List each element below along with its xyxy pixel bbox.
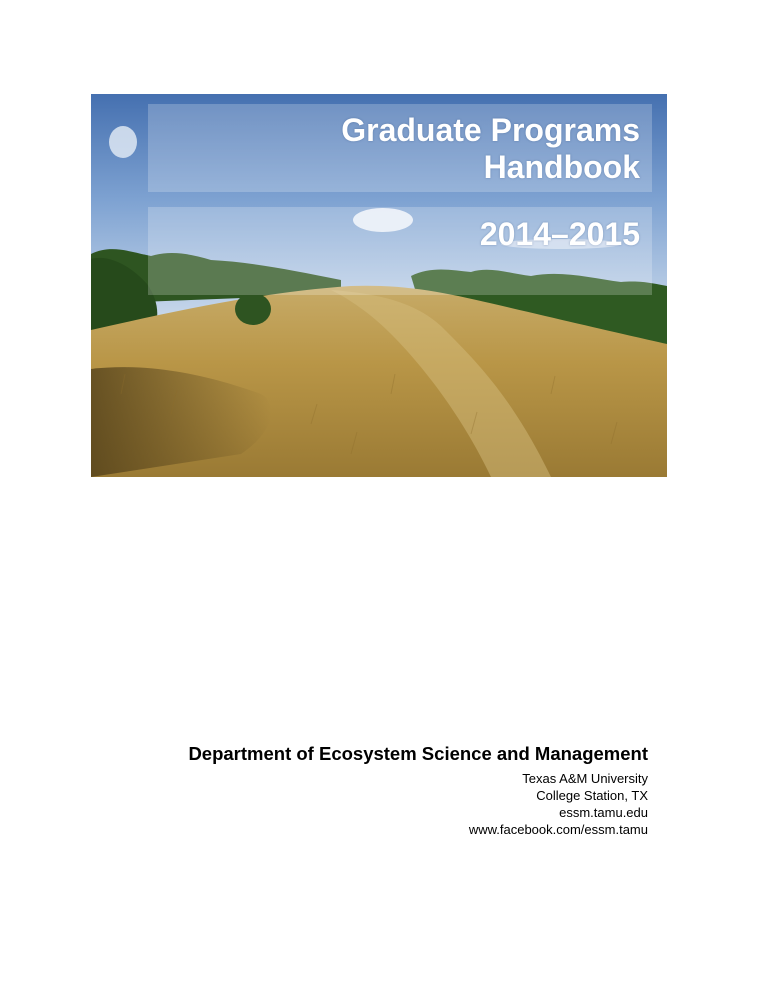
year-panel: [148, 207, 652, 295]
website-link[interactable]: essm.tamu.edu: [559, 805, 648, 820]
year-label: 2014–2015: [479, 216, 640, 252]
location: College Station, TX: [536, 788, 648, 803]
title-line-2: Handbook: [483, 149, 640, 185]
department-block: [100, 742, 648, 838]
university-name: Texas A&M University: [522, 771, 648, 786]
title-line-1: Graduate Programs: [341, 112, 640, 148]
department-name: Department of Ecosystem Science and Management: [188, 743, 648, 764]
facebook-link[interactable]: www.facebook.com/essm.tamu: [468, 822, 648, 837]
title-panel: [148, 104, 652, 192]
